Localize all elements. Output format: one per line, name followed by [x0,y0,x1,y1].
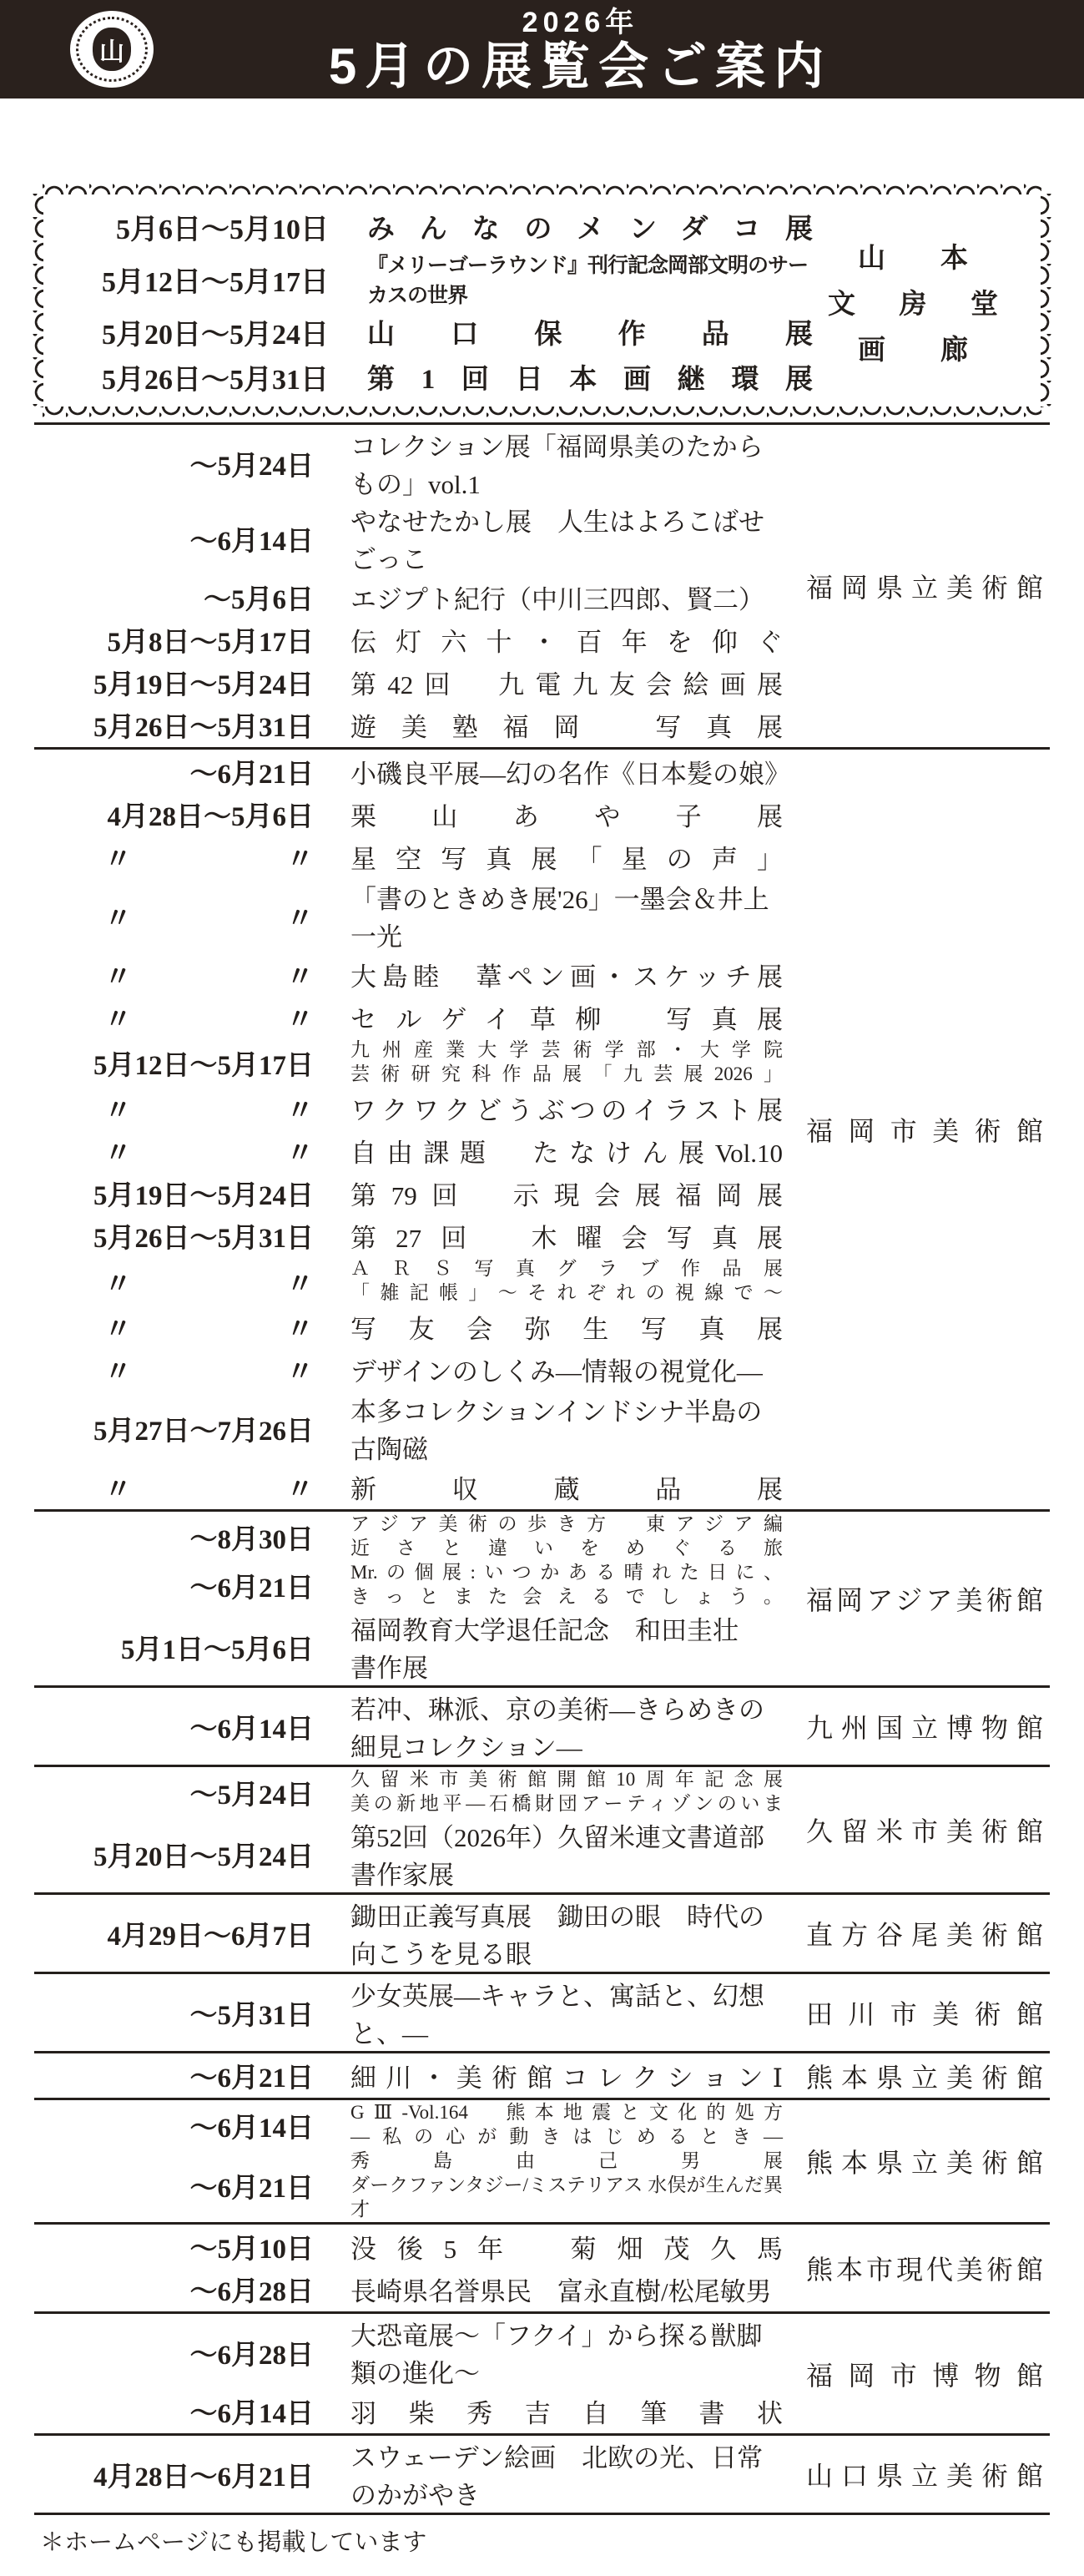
table-row [34,2101,783,2149]
title-cell [314,2149,783,2221]
table-row [34,501,783,576]
date-cell: ～6月14日 [189,2113,314,2144]
featured-venue [813,204,1030,399]
page-title: 5月の展覧会ご案内 [328,38,833,94]
table-row [34,878,783,953]
table-row [34,1689,783,1764]
date-cell: 5月27日～7月26日 [93,1416,314,1447]
title-cell [314,426,783,501]
date-cell: 5月26日～5月31日 [102,364,329,396]
date-cell [34,1131,314,1170]
venue-section [34,1685,1050,1765]
venue-cell [783,1688,1050,1765]
date-cell: 5月19日～5月24日 [93,1181,314,1211]
date-cell: 5月19日～5月24日 [93,670,314,700]
exhibition-title: 伝灯六十・百年を仰ぐ [350,628,783,657]
section-rows [34,2100,783,2222]
section-rows [34,2225,783,2311]
date-cell: 5月6日～5月10日 [116,214,329,245]
exhibition-title: 近さと違いをめぐる旅 [350,1538,783,1558]
ditto-mark: 〃 [104,1005,132,1035]
exhibition-title: 福岡教育大学退任記念 和田圭壮 書作展 [350,1616,764,1683]
table-row [34,836,783,878]
title-cell [314,1468,783,1506]
table-row [34,1215,783,1257]
table-row [34,1038,783,1087]
ditto-mark: 〃 [286,1139,314,1169]
venue-name: 直方谷尾美術館 [806,1920,1043,1950]
table-row [34,1306,783,1348]
title-cell [314,2101,783,2149]
table-row [34,619,783,661]
ditto-mark: 〃 [104,1315,132,1345]
date-cell: ～6月14日 [189,1714,314,1745]
table-row [34,2268,783,2311]
section-rows [34,2053,783,2098]
section-rows [34,2314,783,2433]
date-cell: ～6月28日 [189,2340,314,2371]
date-cell: 5月12日～5月17日 [93,1050,314,1081]
title-cell [314,1308,783,1346]
exhibition-title: 鋤田正義写真展 鋤田の眼 時代の向こうを見る眼 [350,1902,764,1969]
title-cell [314,753,790,790]
featured-row [49,354,813,399]
ditto-mark: 〃 [286,1475,314,1505]
table-row [34,2149,783,2221]
table-row [34,661,783,704]
venue-cell [783,2053,1050,2098]
featured-rows [49,204,813,399]
venue-name: 福岡市博物館 [806,2360,1043,2391]
date-cell [34,1350,314,1389]
featured-row [49,204,813,249]
date-cell: 4月29日～6月7日 [107,1921,314,1952]
table-row [34,793,783,836]
venue-section [34,422,1050,747]
exhibition-title: Mr.の個展:いつかある晴れた日に、 [350,1562,783,1583]
date-cell: 5月26日～5月31日 [93,1224,314,1254]
title-cell [314,1768,783,1816]
venue-cell [783,425,1050,747]
section-rows [34,1688,783,1765]
exhibition-title: 九州産業大学芸術学部・大学院 [350,1039,783,1061]
venue-cell [783,2225,1050,2311]
exhibition-title: GⅢ-Vol.164 熊本地震と文化的処方 [350,2102,783,2124]
table-row [34,1348,783,1391]
table-row [34,1816,783,1892]
title-cell [314,1391,783,1466]
date-cell: ～5月24日 [189,1780,314,1811]
exhibition-title: 没後5年 菊畑茂久馬 [350,2235,783,2265]
venue-cell [783,1895,1050,1972]
featured-exhibitions-box [34,185,1050,416]
venue-section [34,2051,1050,2098]
section-rows [34,1895,783,1972]
title-cell [314,2270,783,2308]
date-cell: 4月28日～6月21日 [93,2462,314,2493]
exhibition-title: 羽柴秀吉自筆書状 [350,2399,783,2429]
masthead-titles [329,7,832,92]
table-row [34,426,783,501]
ditto-mark: 〃 [286,903,314,934]
ditto-mark: 〃 [286,962,314,993]
scallop-border-left [33,194,43,407]
venue-section [34,1972,1050,2051]
venue-cell [783,750,1050,1509]
section-rows [34,1512,783,1685]
venue-section [34,1892,1050,1972]
section-rows [34,1974,783,2051]
exhibition-title: ワクワクどうぶつのイラスト展 [350,1096,783,1125]
title-cell [314,1609,783,1685]
featured-row [49,309,813,354]
exhibition-title: 大恐竜展～「フクイ」から探る獣脚類の進化～ [350,2321,763,2389]
title-cell [314,2057,783,2094]
date-cell: ～5月24日 [189,451,314,482]
venue-name-line: 山本 [858,243,968,274]
table-row [34,1172,783,1215]
table-row [34,1896,783,1971]
table-row [34,704,783,746]
date-cell [34,955,314,994]
title-cell [314,878,783,953]
ditto-mark: 〃 [286,1096,314,1126]
title-cell [314,1038,783,1087]
ditto-mark: 〃 [104,1357,132,1387]
venue-cell [783,1974,1050,2051]
title-cell [314,1816,783,1892]
exhibition-title: 細川・美術館コレクションⅠ [350,2063,783,2093]
date-cell: ～5月31日 [189,2000,314,2031]
exhibition-title: 第52回（2026年）久留米連文書道部書作家展 [350,1823,764,1890]
title-cell [314,796,783,833]
title-cell [314,664,783,701]
exhibition-title: きっとまた会えるでしょう。 [350,1586,783,1607]
venue-name-line: 画廊 [858,335,968,366]
title-cell [314,1513,783,1561]
ditto-mark: 〃 [104,1096,132,1126]
venue-name: 九州国立博物館 [806,1713,1043,1743]
date-cell: ～8月30日 [189,1524,314,1555]
table-row [34,996,783,1038]
title-cell [314,1689,783,1764]
title-cell [314,501,783,576]
venue-name: 田川市美術館 [806,1999,1043,2029]
table-row [34,2054,783,2097]
scallop-border-right [1041,194,1051,407]
venue-name: 山口県立美術館 [806,2461,1043,2492]
venue-section [34,2098,1050,2222]
title-cell [314,838,783,876]
venue-cell [783,2314,1050,2433]
title-cell: 山口保作品展 [367,319,813,350]
table-row [34,1609,783,1685]
date-cell: ～6月14日 [189,526,314,557]
venue-name: 久留米市美術館 [806,1816,1043,1846]
exhibition-title: 少女英展―キャラと、寓話と、幻想と、― [350,1982,764,2048]
exhibition-title: コレクション展「福岡県美のたからもの」vol.1 [350,432,764,499]
date-cell: 5月20日～5月24日 [93,1841,314,1872]
exhibition-title: ダークファンタジー/ミステリアス 水俣が生んだ異才 [350,2174,783,2220]
exhibition-title: 栗山あや子展 [350,802,783,831]
exhibition-table [34,422,1050,2515]
date-cell: 5月8日～5月17日 [107,628,314,658]
exhibition-title: 本多コレクションインドシナ半島の古陶磁 [350,1397,763,1464]
venue-section [34,1765,1050,1892]
date-cell: 5月1日～5月6日 [121,1634,314,1665]
exhibition-title: 小磯良平展―幻の名作《日本髪の娘》 [350,760,790,789]
title-cell [314,621,783,659]
title-cell [314,1174,783,1212]
exhibition-title: 久留米市美術館開館10周年記念展 [350,1769,783,1791]
title-cell [314,998,783,1036]
table-row [34,953,783,996]
exhibition-title: やなせたかし展 人生はよろこばせごっこ [350,508,764,574]
date-cell: ～6月21日 [189,1573,314,1604]
title-cell [314,1257,783,1306]
gallery-seal-logo [70,11,154,88]
exhibition-title: 秀島由己男展 [350,2150,783,2171]
table-row [34,1129,783,1172]
date-cell: 5月26日～5月31日 [93,713,314,743]
date-cell: ～6月21日 [189,760,314,790]
mountain-mark-icon: 山 [93,28,131,71]
exhibition-title: 星空写真展「星の声」 [350,845,783,874]
scallop-border-bottom [43,407,1041,417]
date-cell [34,1467,314,1507]
date-cell [34,1262,314,1301]
exhibition-title: 美の新地平―石橋財団アーティゾンのいま [350,1793,783,1814]
ditto-mark: 〃 [104,1475,132,1505]
table-row [34,1257,783,1306]
ditto-mark: 〃 [104,1269,132,1300]
exhibition-title: エジプト紀行（中川三四郎、賢二） [350,585,764,614]
date-cell: ～6月28日 [189,2277,314,2308]
table-row [34,1391,783,1466]
venue-name: 福岡県立美術館 [806,573,1043,603]
exhibition-title: アジア美術の歩き方 東アジア編 [350,1513,783,1535]
title-cell [314,2392,783,2430]
title-cell [314,1896,783,1971]
venue-name: 熊本市現代美術館 [806,2255,1043,2286]
title-cell: 『メリーゴーラウンド』刊行記念岡部文明のサーカスの世界 [367,255,809,307]
table-row [34,1513,783,1561]
ditto-mark: 〃 [104,962,132,993]
table-row [34,1561,783,1609]
scallop-border-top [43,184,1041,194]
venue-cell [783,2436,1050,2513]
date-cell: ～6月14日 [189,2399,314,2430]
date-cell [34,837,314,876]
ditto-mark: 〃 [104,1139,132,1169]
exhibition-title: 「書のときめき展'26」一墨会＆井上一光 [350,885,769,952]
exhibition-title: 写友会弥生写真展 [350,1315,783,1344]
date-cell: ～5月6日 [204,585,314,615]
venue-name: 福岡市美術館 [806,1116,1043,1146]
title-cell [314,1975,783,2050]
masthead [0,0,1084,98]
title-cell: 第1回日本画継環展 [367,364,813,395]
date-cell: ～6月21日 [189,2063,314,2094]
table-row [34,1087,783,1129]
title-cell [314,1561,783,1609]
table-row [34,1466,783,1508]
exhibition-title: セルゲイ草柳 写真展 [350,1005,783,1034]
table-row [34,1768,783,1816]
table-row [34,1975,783,2050]
table-row [34,750,790,793]
date-cell: 5月12日～5月17日 [102,266,329,298]
exhibition-title: 新収蔵品展 [350,1475,783,1504]
date-cell [34,1088,314,1128]
title-cell [314,1132,783,1169]
exhibition-title: 第79回 示現会展福岡展 [350,1181,783,1210]
exhibition-title: 大島睦 葦ペン画・スケッチ展 [350,962,783,992]
venue-section [34,2222,1050,2311]
title-cell [314,578,783,616]
title-cell [314,1089,783,1127]
venue-cell [783,1512,1050,1685]
date-cell [34,897,314,936]
venue-section [34,747,1050,1509]
section-rows [34,750,790,1509]
title-cell: みんなのメンダコ展 [367,214,813,245]
venue-section [34,2311,1050,2433]
section-rows [34,2436,783,2513]
table-row [34,2225,783,2268]
exhibition-title: ―私の心が動きはじめるとき― [350,2126,783,2147]
exhibition-title: デザインのしくみ―情報の視覚化― [350,1357,763,1386]
venue-section [34,2433,1050,2513]
title-cell [314,1217,783,1255]
ditto-mark: 〃 [104,845,132,875]
table-row [34,576,783,619]
venue-name: 熊本県立美術館 [806,2062,1043,2093]
date-cell: ～5月10日 [189,2235,314,2265]
exhibition-title: ＡＲＳ写真グラブ作品展 [350,1258,783,1280]
title-cell [314,2437,783,2512]
venue-cell [783,1767,1050,1892]
ditto-mark: 〃 [286,1357,314,1387]
ditto-mark: 〃 [286,1315,314,1345]
table-row [34,2390,783,2432]
featured-row [49,249,813,309]
footer-note: ＊ホームページにも掲載しています [40,2529,427,2557]
date-cell [34,998,314,1037]
exhibition-title: 「雑記帳」～それぞれの視線で～ [350,1282,783,1303]
exhibition-title: スウェーデン絵画 北欧の光、日常のかがやき [350,2443,764,2511]
date-cell: ～6月21日 [189,2173,314,2204]
year-label: 2026年 [522,7,639,38]
exhibition-title: 若冲、琳派、京の美術―きらめきの細見コレクション― [350,1695,764,1762]
ditto-mark: 〃 [286,1269,314,1300]
venue-name: 熊本県立美術館 [806,2148,1043,2179]
ditto-mark: 〃 [104,903,132,934]
table-row [34,2437,783,2512]
venue-name: 福岡アジア美術館 [806,1585,1043,1615]
table-row [34,2315,783,2390]
title-cell [314,956,783,993]
title-cell [314,1351,783,1388]
ditto-mark: 〃 [286,845,314,875]
exhibition-title: 長崎県名誉県民 富永直樹/松尾敏男 [350,2277,772,2307]
venue-cell [783,2100,1050,2222]
date-cell: 5月20日～5月24日 [102,319,329,351]
exhibition-title: 第42回 九電九友会絵画展 [350,670,783,700]
title-cell [314,2315,783,2390]
date-cell: 4月28日～5月6日 [107,802,314,832]
section-rows [34,1767,783,1892]
exhibition-title: 自由課題 たなけん展Vol.10 [350,1139,783,1168]
ditto-mark: 〃 [286,1005,314,1035]
exhibition-title: 遊美塾福岡 写真展 [350,713,783,742]
date-cell [34,1307,314,1346]
title-cell [314,706,783,744]
exhibition-title: 芸術研究科作品展「九芸展2026」 [350,1063,783,1084]
venue-section [34,1509,1050,1685]
section-rows [34,425,783,747]
venue-name-line: 文房堂 [828,289,998,320]
exhibition-title: 第27回 木曜会写真展 [350,1224,783,1253]
title-cell [314,2228,783,2265]
